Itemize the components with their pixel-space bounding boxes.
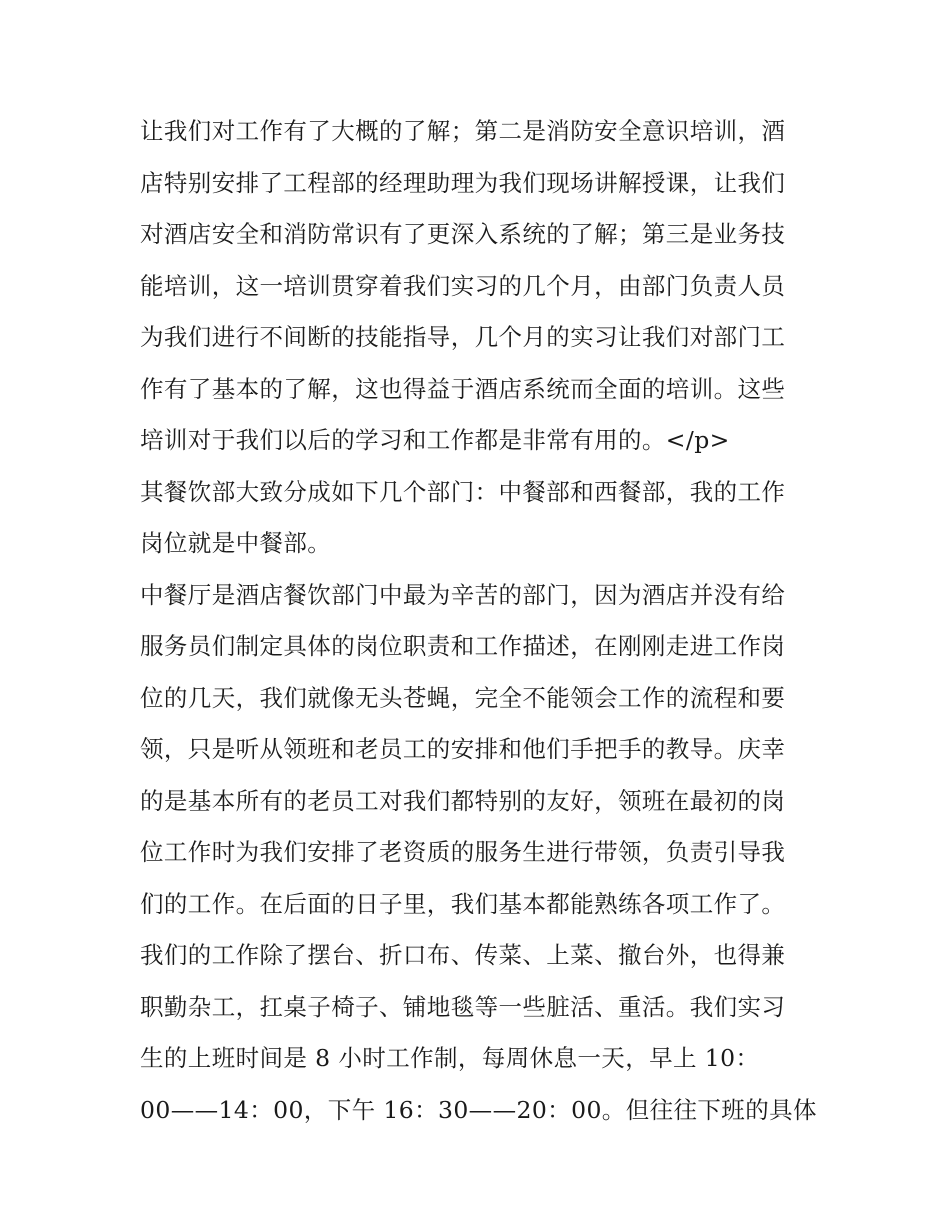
text-line: 对酒店安全和消防常识有了更深入系统的了解；第三是业务技 [140,220,786,248]
text-line: 中餐厅是酒店餐饮部门中最为辛苦的部门，因为酒店并没有给 [140,580,786,609]
text-line: 能培训，这一培训贯穿着我们实习的几个月，由部门负责人员 [140,271,786,300]
text-line: 培训对于我们以后的学习和工作都是非常有用的。</p> [140,426,730,454]
text-line: 岗位就是中餐部。 [140,529,332,557]
text-line: 领，只是听从领班和老员工的安排和他们手把手的教导。庆幸 [140,735,786,763]
text-line: 让我们对工作有了大概的了解；第二是消防安全意识培训，酒 [140,117,786,145]
text-line: 服务员们制定具体的岗位职责和工作描述，在刚刚走进工作岗 [140,632,786,660]
document-page [140,106,820,1136]
text-line: 00——14：00，下午 16：30——20：00。但往往下班的具体 [140,1095,817,1124]
text-line: 位工作时为我们安排了老资质的服务生进行带领，负责引导我 [140,838,786,866]
text-line: 我们的工作除了摆台、折口布、传菜、上菜、撤台外，也得兼 [140,941,786,969]
text-line: 其餐饮部大致分成如下几个部门：中餐部和西餐部，我的工作 [140,477,786,506]
text-line: 的是基本所有的老员工对我们都特别的友好，领班在最初的岗 [140,786,786,815]
text-line: 职勤杂工，扛桌子椅子、铺地毯等一些脏活、重活。我们实习 [140,992,786,1021]
text-line: 店特别安排了工程部的经理助理为我们现场讲解授课，让我们 [140,168,786,197]
text-line: 为我们进行不间断的技能指导，几个月的实习让我们对部门工 [140,323,786,351]
text-line: 生的上班时间是 8 小时工作制，每周休息一天，早上 10： [140,1044,760,1072]
text-line: 位的几天，我们就像无头苍蝇，完全不能领会工作的流程和要 [140,683,786,712]
text-line: 作有了基本的了解，这也得益于酒店系统而全面的培训。这些 [140,374,786,403]
text-line: 们的工作。在后面的日子里，我们基本都能熟练各项工作了。 [140,889,786,918]
